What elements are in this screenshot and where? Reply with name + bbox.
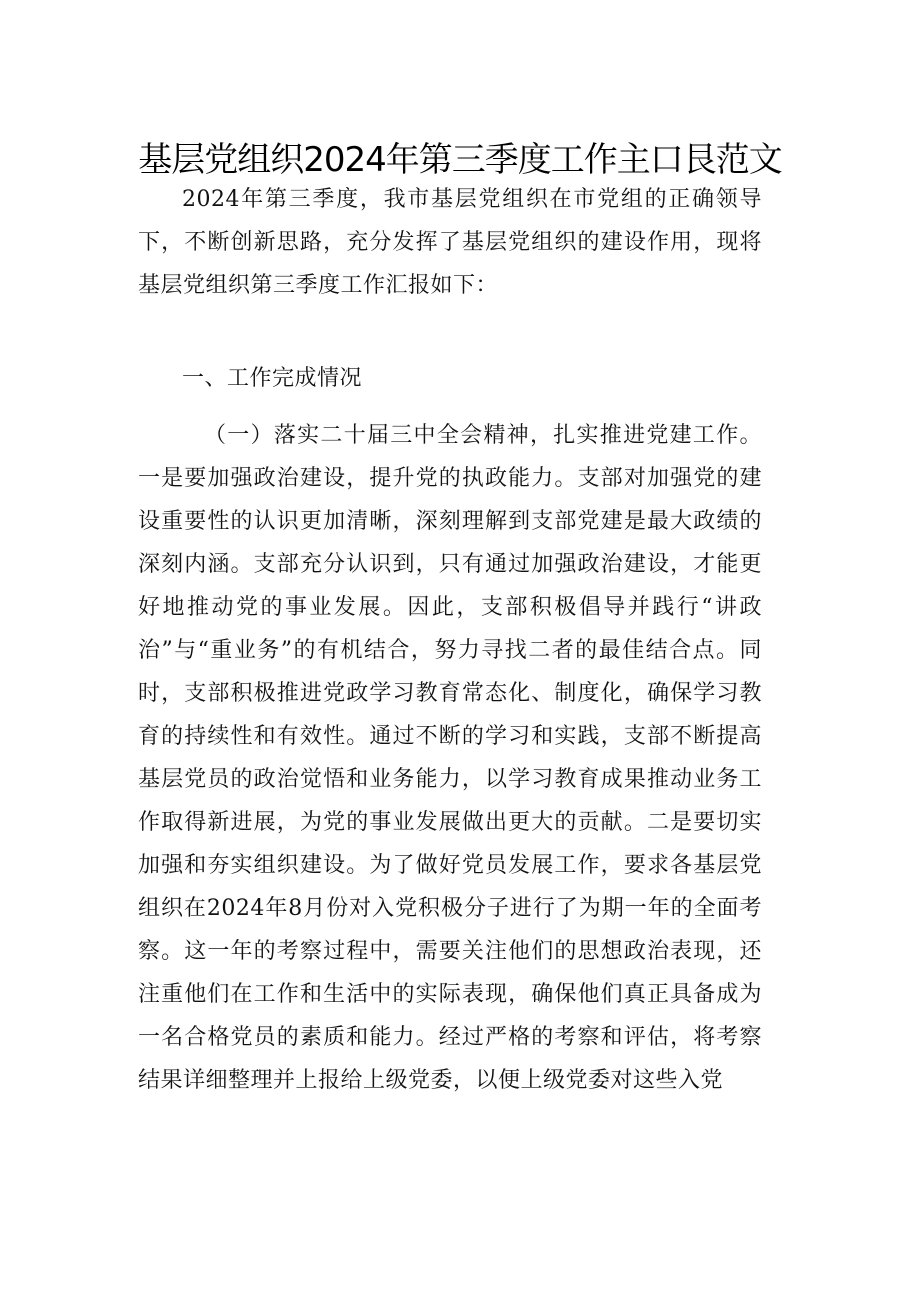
intro-paragraph: 2024年第三季度，我市基层党组织在市党组的正确领导下，不断创新思路，充分发挥了基层党组织的建设作用，现将基层党组织第三季度工作汇报如下： — [138, 187, 762, 298]
document-title: 基层党组织2024年第三季度工作主口艮范文 — [138, 140, 782, 180]
section-body-block — [138, 414, 762, 1102]
intro-paragraph-block — [138, 178, 762, 307]
section-heading-block — [138, 357, 762, 400]
section-heading: 一、工作完成情况 — [182, 366, 363, 391]
section-body-paragraph: （一）落实二十届三中全会精神，扎实推进党建工作。一是要加强政治建设，提升党的执政能力。支部对加强党的建设重要性的认识更加清晰，深刻理解到支部党建是最大政绩的深刻内涵。支部充分认识到，只有通过加强政治建设，才能更好地推动党的事业发展。因此，支部积极倡导并践行“讲政治”与“重业务”的有机结合，努力寻找二者的最佳结合点。同时，支部积极推进党政学习教育常态化、制度化，确保学习教育的持续性和有效性。通过不断的学习和实践，支部不断提高基层党员的政治觉悟和业务能力，以学习教育成果推动业务工作取得新进展，为党的事业发展做出更大的贡献。二是要切实加强和夯实组织建设。为了做好党员发展工作，要求各基层党组织在2024年8月份对入党积极分子进行了为期一年的全面考察。这一年的考察过程中，需要关注他们的思想政治表现，还注重他们在工作和生活中的实际表现，确保他们真正具备成为一名合格党员的素质和能力。经过严格的考察和评估，将考察结果详细整理并上报给上级党委，以便上级党委对这些入党 — [138, 423, 762, 1093]
